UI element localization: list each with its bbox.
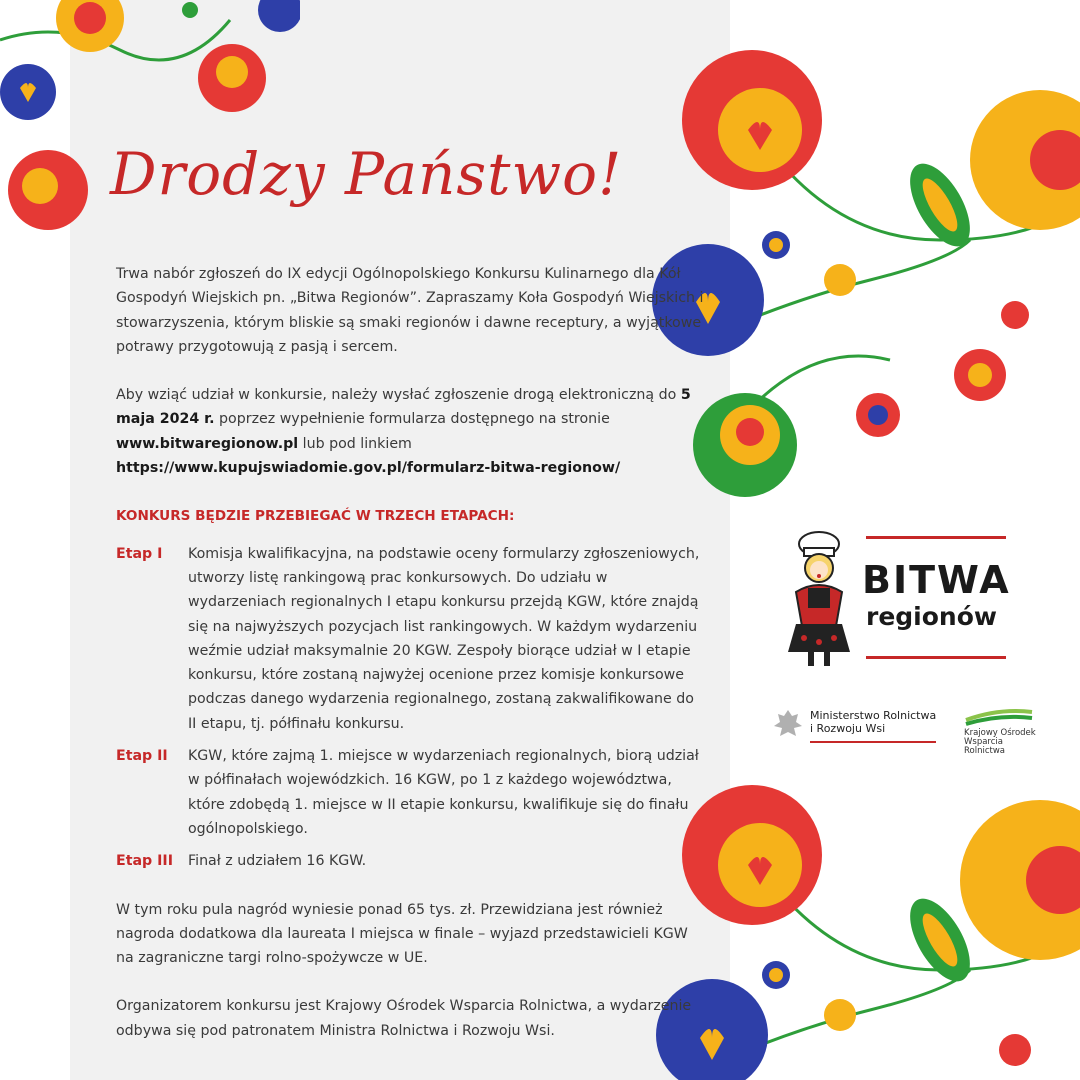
folk-flowers-bottom-right bbox=[640, 770, 1080, 1080]
participation-paragraph bbox=[116, 383, 706, 480]
stage-2 bbox=[116, 744, 706, 841]
stage-1 bbox=[116, 542, 706, 736]
eagle-emblem-icon bbox=[772, 708, 804, 744]
kowr-name-line-1: Krajowy Ośrodek bbox=[964, 728, 1036, 738]
stage-3 bbox=[116, 849, 706, 873]
website-link[interactable]: www.bitwaregionow.pl bbox=[116, 435, 299, 452]
folk-flowers-top-right bbox=[640, 40, 1080, 520]
ministry-logo bbox=[772, 708, 942, 744]
deadline-date: 5 maja 2024 r. bbox=[116, 387, 691, 428]
logo-line-bottom bbox=[866, 656, 1006, 659]
organizer-paragraph: Organizatorem konkursu jest Krajowy Ośrodek Wsparcia Rolnictwa, a wydarzenie odbywa się pod patronatem Ministra Rolnictwa i Rozwoju Wsi. bbox=[116, 998, 692, 1039]
intro-paragraph: Trwa nabór zgłoszeń do IX edycji Ogólnopolskiego Konkursu Kulinarnego dla Kół Gospodyń Wiejskich pn. „Bitwa Regionów”. Zapraszamy Koła Gospodyń Wiejskich i stowarzyszenia, którym bliskie są smaki regionów i dawne receptury, a wyjątkowe potrawy przygotowują z pasją i sercem. bbox=[116, 266, 704, 355]
stage-description: Komisja kwalifikacyjna, na podstawie oceny formularzy zgłoszeniowych, utworzy listę rankingową prac konkursowych. Do udziału w wydarzeniach regionalnych I etapu konkursu przejdą KGW, które znajdą się na najwyższych pozycjach list rankingowych. W każdym wydarzeniu weźmie udział maksymalnie 20 KGW. Zespoły biorące udział w I etapie konkursu, które zostaną najwyżej ocenione przez komisje konkursowe podczas danego wydarzenia regionalnego, zostaną zakwalifikowane do II etapu, tj. półfinału konkursu. bbox=[188, 545, 700, 732]
folk-flowers-top-left bbox=[0, 0, 300, 250]
participation-text-1: Aby wziąć udział w konkursie, należy wysłać zgłoszenie drogą elektroniczną do bbox=[116, 387, 681, 404]
form-link[interactable]: https://www.kupujswiadomie.gov.pl/formularz-bitwa-regionow/ bbox=[116, 460, 621, 477]
kowr-name-line-2: Wsparcia Rolnictwa bbox=[964, 737, 1006, 756]
stages-heading: KONKURS BĘDZIE PRZEBIEGAĆ W TRZECH ETAPACH: bbox=[116, 508, 515, 525]
stage-description: Finał z udziałem 16 KGW. bbox=[188, 853, 367, 870]
folk-girl-mascot-icon bbox=[774, 530, 864, 670]
kowr-logo bbox=[964, 706, 1044, 756]
stage-label: Etap I bbox=[116, 545, 163, 562]
page-title: Drodzy Państwo! bbox=[110, 140, 623, 208]
prize-paragraph: W tym roku pula nagród wyniesie ponad 65 tys. zł. Przewidziana jest również nagroda dodatkowa dla laureata I miejsca w finale – wyjazd przedstawicieli KGW na zagraniczne targi rolno-spożywcze w UE. bbox=[116, 901, 688, 967]
logo-regionow: regionów bbox=[866, 602, 997, 631]
logo-bitwa: BITWA bbox=[862, 558, 1011, 602]
stage-label: Etap III bbox=[116, 853, 173, 870]
kowr-fields-icon bbox=[964, 706, 1034, 726]
ministry-name-line-1: Ministerstwo Rolnictwa bbox=[810, 709, 937, 722]
stage-description: KGW, które zajmą 1. miejsce w wydarzeniach regionalnych, biorą udział w półfinałach wojewódzkich. 16 KGW, po 1 z każdego województwa, które zdobędą 1. miejsce w II etapie konkursu, kwalifikuje się do finału ogólnopolskiego. bbox=[188, 748, 699, 837]
main-content bbox=[116, 262, 706, 1067]
participation-text-3: lub pod linkiem bbox=[298, 435, 412, 452]
ministry-name-line-2: i Rozwoju Wsi bbox=[810, 722, 886, 735]
stage-label: Etap II bbox=[116, 748, 168, 765]
logo-line-top bbox=[866, 536, 1006, 539]
participation-text-2: poprzez wypełnienie formularza dostępnego na stronie bbox=[214, 411, 610, 428]
